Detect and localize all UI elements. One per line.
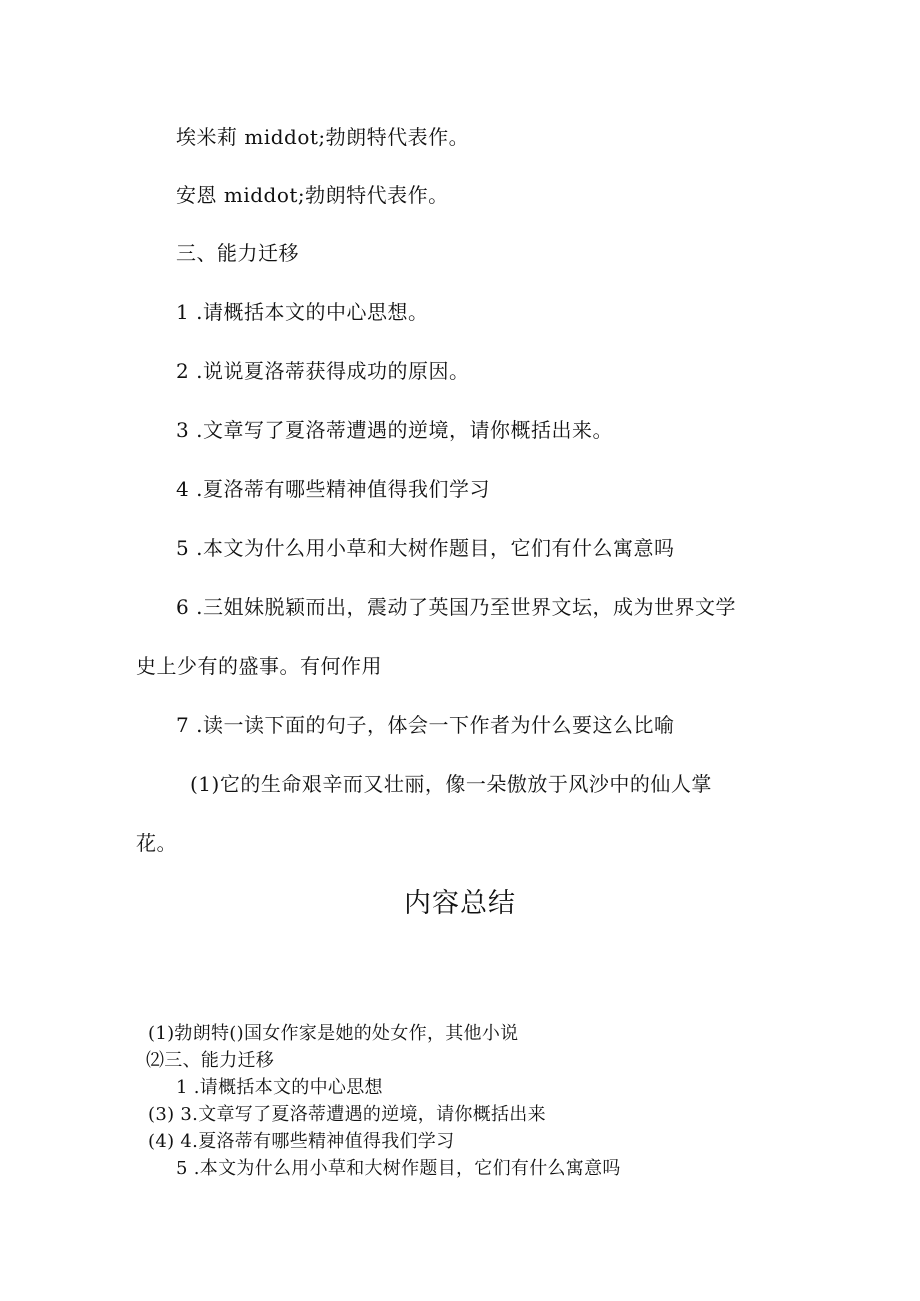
question-3: 3 .文章写了夏洛蒂遭遇的逆境，请你概括出来。 bbox=[176, 418, 613, 442]
question-1: 1 .请概括本文的中心思想。 bbox=[176, 300, 429, 324]
summary-item: (1)勃朗特()国女作家是她的处女作，其他小说 bbox=[148, 1023, 519, 1044]
sentence-1: (1)它的生命艰辛而又壮丽，像一朵傲放于风沙中的仙人掌 bbox=[190, 772, 712, 796]
paragraph-emily: 埃米莉 middot;勃朗特代表作。 bbox=[176, 125, 470, 149]
question-6: 6 .三姐妹脱颖而出，震动了英国乃至世界文坛，成为世界文学 bbox=[176, 595, 736, 619]
summary-item: ⑵三、能力迁移 bbox=[146, 1050, 275, 1071]
question-6-continued: 史上少有的盛事。有何作用 bbox=[136, 654, 382, 678]
paragraph-anne: 安恩 middot;勃朗特代表作。 bbox=[176, 183, 449, 207]
summary-item: (4) 4.夏洛蒂有哪些精神值得我们学习 bbox=[148, 1131, 455, 1152]
question-2: 2 .说说夏洛蒂获得成功的原因。 bbox=[176, 359, 470, 383]
summary-item: 1 .请概括本文的中心思想 bbox=[176, 1077, 383, 1098]
summary-item: (3) 3.文章写了夏洛蒂遭遇的逆境，请你概括出来 bbox=[148, 1104, 546, 1125]
summary-item: 5 .本文为什么用小草和大树作题目，它们有什么寓意吗 bbox=[176, 1158, 621, 1179]
sentence-1-continued: 花。 bbox=[136, 831, 177, 855]
question-4: 4 .夏洛蒂有哪些精神值得我们学习 bbox=[176, 477, 490, 501]
question-5: 5 .本文为什么用小草和大树作题目，它们有什么寓意吗 bbox=[176, 536, 675, 560]
summary-title: 内容总结 bbox=[404, 888, 516, 919]
question-7: 7 .读一读下面的句子，体会一下作者为什么要这么比喻 bbox=[176, 713, 675, 737]
section-heading-ability: 三、能力迁移 bbox=[176, 241, 299, 265]
